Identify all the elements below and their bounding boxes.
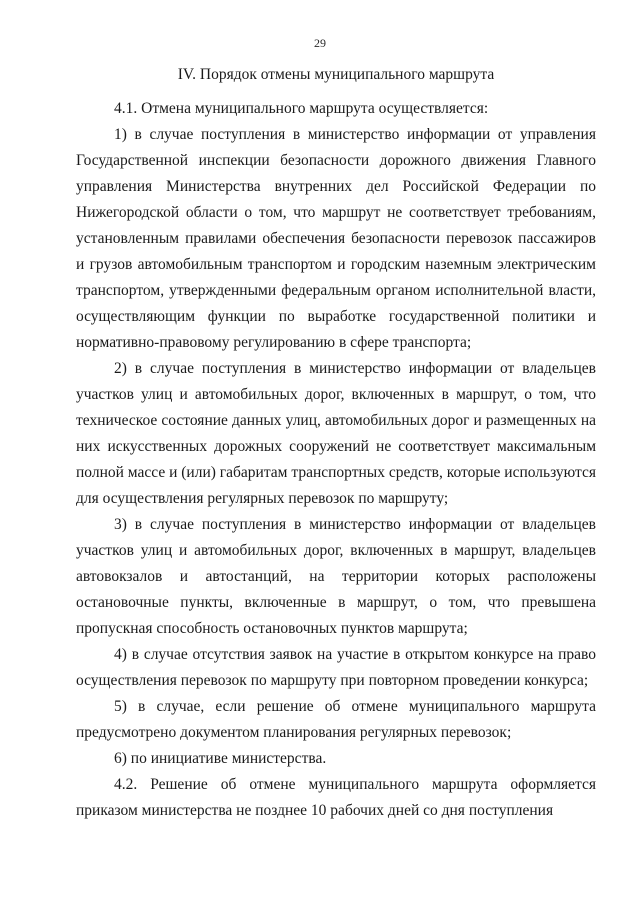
- paragraph-4-2: 4.2. Решение об отмене муниципального маршрута оформляется приказом министерства не позднее 10 рабочих дней со дня поступления: [76, 776, 596, 819]
- heading-spacer: [76, 88, 596, 96]
- paragraph-item-4: 4) в случае отсутствия заявок на участие в открытом конкурсе на право осуществления перевозок по маршруту при повторном проведении конкурса;: [76, 646, 596, 689]
- page-content: [76, 62, 596, 824]
- paragraph-item-3: 3) в случае поступления в министерство информации от владельцев участков улиц и автомобильных дорог, включенных в маршрут, владельцев автовокзалов и автостанций, на территории которых расположены остановочные пункты, включенные в маршрут, о том, что превышена пропускная способность остановочных пунктов маршрута;: [76, 516, 596, 637]
- page-number: 29: [314, 36, 326, 50]
- paragraph-4-1: 4.1. Отмена муниципального маршрута осуществляется:: [114, 100, 489, 117]
- paragraph-item-6: 6) по инициативе министерства.: [114, 750, 327, 767]
- section-heading: IV. Порядок отмены муниципального маршрута: [177, 66, 495, 83]
- paragraph-item-5: 5) в случае, если решение об отмене муниципального маршрута предусмотрено документом планирования регулярных перевозок;: [76, 698, 596, 741]
- paragraph-item-2: 2) в случае поступления в министерство информации от владельцев участков улиц и автомобильных дорог, включенных в маршрут, о том, что техническое состояние данных улиц, автомобильных дорог и размещенных на них искусственных дорожных сооружений не соответствует максимальным полной массе и (или) габаритам транспортных средств, которые используются для осуществления регулярных перевозок по маршруту;: [76, 360, 596, 507]
- paragraph-item-1: 1) в случае поступления в министерство информации от управления Государственной инспекции безопасности дорожного движения Главного управления Министерства внутренних дел Российской Федерации по Нижегородской области о том, что маршрут не соответствует требованиям, установленным правилами обеспечения безопасности перевозок пассажиров и грузов автомобильным транспортом и городским наземным электрическим транспортом, утвержденными федеральным органом исполнительной власти, осуществляющим функции по выработке государственной политики и нормативно-правовому регулированию в сфере транспорта;: [76, 126, 596, 351]
